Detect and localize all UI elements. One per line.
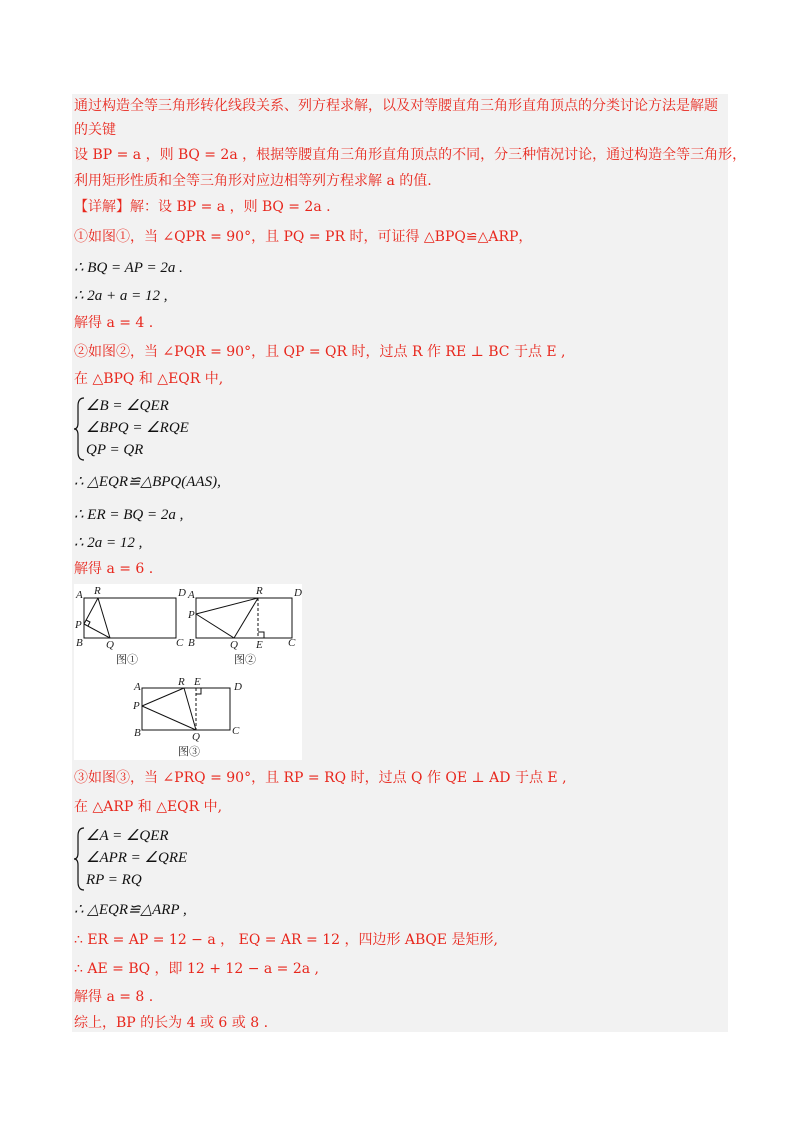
case1-line-2: ∴ BQ = AP = 2a . [74,260,183,276]
fig3-caption: 图③ [178,746,200,758]
fig2-label-a: A [188,589,195,601]
fig1-label-b: B [76,637,83,649]
fig2-label-c: C [288,637,296,649]
fig3-label-b: B [134,727,141,739]
intro-line-3: 设 BP = a ，则 BQ = 2a ，根据等腰直角三角形直角顶点的不同，分三种情况讨论，通过构造全等三角形， [74,147,747,163]
case2-after-2: ∴ ER = BQ = 2a , [74,507,184,523]
fig2-label-r: R [256,585,263,597]
geometry-figures [74,584,302,760]
case3-line-2: 在 △ARP 和 △EQR 中, [74,799,223,815]
fig1-label-q: Q [106,639,114,651]
brace-icon [74,826,86,892]
case2-system-row-2: ∠BPQ = ∠RQE [86,420,189,436]
case1-line-3: ∴ 2a + a = 12 , [74,288,168,304]
case1-line-1: ①如图①，当 ∠QPR = 90°，且 PQ = PR 时，可证得 △BPQ≌△ARP， [74,229,533,245]
case2-equation-system [74,396,234,462]
fig3-label-p: P [133,700,140,712]
figure-3 [142,688,230,730]
case3-equation-system [74,826,234,892]
case2-system-row-3: QP = QR [86,442,144,458]
fig3-label-d: D [234,681,242,693]
fig1-label-p: P [75,619,82,631]
case3-after-1: ∴ △EQR≌△ARP , [74,902,187,918]
case2-after-3: ∴ 2a = 12 , [74,535,143,551]
fig3-label-e: E [194,676,201,688]
fig2-label-q: Q [230,639,238,651]
intro-line-1: 通过构造全等三角形转化线段关系、列方程求解，以及对等腰直角三角形直角顶点的分类讨论方法是解题 [74,98,718,114]
case3-system-row-3: RP = RQ [86,872,142,888]
intro-line-2: 的关键 [74,122,116,138]
case3-after-4: 解得 a = 8 . [74,989,154,1005]
fig2-caption: 图② [234,654,256,666]
fig1-label-r: R [94,585,101,597]
detail-heading: 【详解】解：设 BP = a ，则 BQ = 2a . [74,199,331,215]
fig3-label-a: A [134,681,141,693]
case3-after-2: ∴ ER = AP = 12 − a ， EQ = AR = 12 ，四边形 ABQE 是矩形, [74,932,498,948]
fig1-label-d: D [178,587,186,599]
figures-panel [74,584,302,760]
case2-after-1: ∴ △EQR≌△BPQ(AAS), [74,474,221,490]
intro-line-4: 利用矩形性质和全等三角形对应边相等列方程求解 a 的值. [74,173,432,189]
case3-system-row-2: ∠APR = ∠QRE [86,850,188,866]
fig3-label-q: Q [192,731,200,743]
fig2-label-b: B [188,637,195,649]
fig2-label-e: E [256,639,263,651]
case2-after-4: 解得 a = 6 . [74,561,154,577]
case2-line-1: ②如图②，当 ∠PQR = 90°，且 QP = QR 时，过点 R 作 RE ⊥ BC 于点 E , [74,344,566,360]
fig2-label-p: P [188,609,195,621]
case3-system-row-1: ∠A = ∠QER [86,828,169,844]
figure-2 [196,598,292,638]
fig3-label-c: C [232,725,240,737]
fig2-label-d: D [294,587,302,599]
case3-line-1: ③如图③，当 ∠PRQ = 90°，且 RP = RQ 时，过点 Q 作 QE ⊥ AD 于点 E , [74,770,567,786]
conclusion: 综上，BP 的长为 4 或 6 或 8 . [74,1015,269,1031]
case3-after-3: ∴ AE = BQ ，即 12 + 12 − a = 2a , [74,961,320,977]
figure-1 [84,598,176,638]
fig1-caption: 图① [116,654,138,666]
fig3-label-r: R [178,676,185,688]
case2-system-row-1: ∠B = ∠QER [86,398,169,414]
fig1-label-a: A [76,589,83,601]
case1-line-4: 解得 a = 4 . [74,315,154,331]
case2-line-2: 在 △BPQ 和 △EQR 中, [74,371,224,387]
brace-icon [74,396,86,462]
fig1-label-c: C [176,637,184,649]
